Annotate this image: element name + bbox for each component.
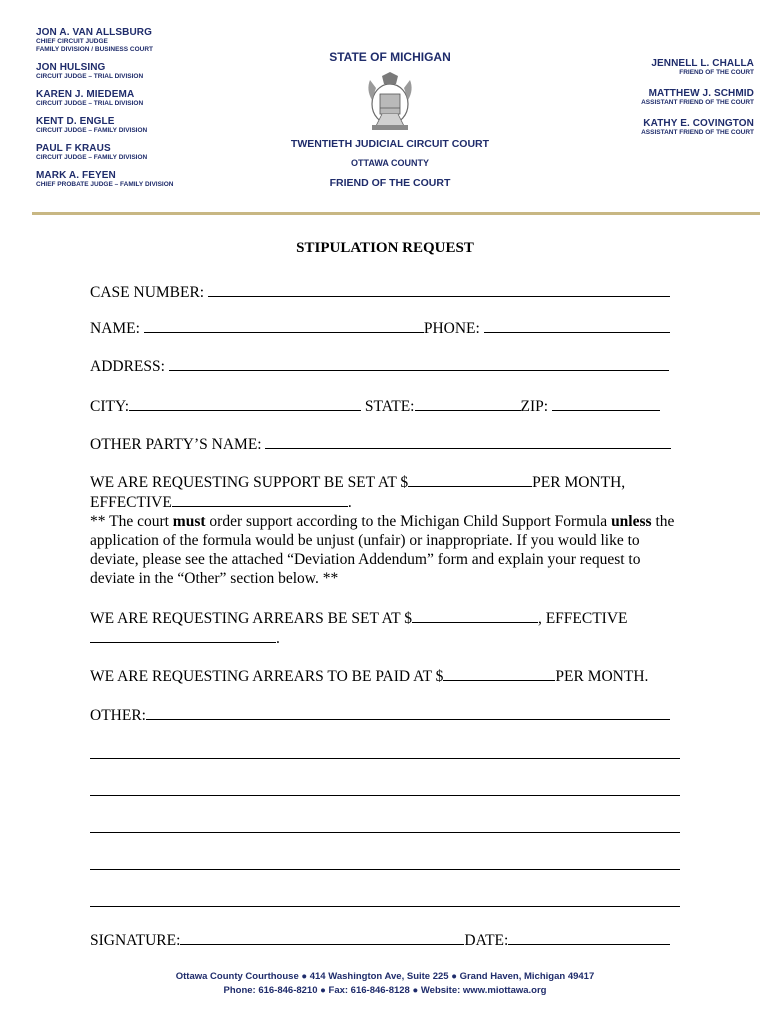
city-label: CITY: — [90, 398, 130, 415]
state-field[interactable] — [415, 396, 521, 411]
officer-title: ASSISTANT FRIEND OF THE COURT — [641, 129, 754, 136]
judge-title: CHIEF PROBATE JUDGE – FAMILY DIVISION — [36, 181, 174, 188]
date-field[interactable] — [508, 930, 670, 945]
form-title: STIPULATION REQUEST — [296, 240, 474, 256]
support-effective-field[interactable] — [172, 492, 348, 507]
notice-text: ** The court — [90, 513, 173, 530]
notice-text: order support according to the Michigan Child Support Formula — [205, 513, 608, 530]
other-party-row — [90, 434, 671, 454]
address-field[interactable] — [169, 356, 669, 371]
city-field[interactable] — [129, 396, 361, 411]
arrears-per-month-label: PER MONTH. — [555, 668, 649, 685]
signature-field[interactable] — [180, 930, 464, 945]
signature-label: SIGNATURE: — [90, 932, 181, 949]
michigan-seal-icon — [362, 70, 418, 132]
arrears-effective-label: , EFFECTIVE — [537, 610, 628, 627]
address-label: ADDRESS: — [90, 358, 165, 375]
per-month-label: PER MONTH, — [532, 474, 626, 491]
zip-field[interactable] — [552, 396, 660, 411]
support-effective-row: EFFECTIVE . — [90, 494, 352, 511]
judge-title: CHIEF CIRCUIT JUDGE — [36, 38, 108, 45]
state-name: STATE OF MICHIGAN — [329, 50, 451, 64]
judge-entry — [36, 143, 256, 162]
other-party-label: OTHER PARTY’S NAME: — [90, 436, 262, 453]
name-phone-row — [90, 318, 670, 338]
support-row — [90, 472, 625, 492]
officer-name: MATTHEW J. SCHMID — [648, 88, 754, 99]
notice-text: the application of the formula would be unjust (unfair) or inappropriate. If you would like to deviate, please see the attached “Deviation Addendum” form and explain your request to deviate in the “Other” section below. ** — [90, 513, 675, 587]
court-header-center — [280, 50, 500, 189]
judge-name: MARK A. FEYEN — [36, 170, 116, 181]
phone-label: PHONE: — [423, 320, 480, 337]
footer-contact: Phone: 616-846-8210 ● Fax: 616-846-8128 ● Website: www.miottawa.org — [223, 985, 547, 996]
arrears-set-row — [90, 608, 628, 628]
case-number-row — [90, 282, 670, 302]
name-field[interactable] — [144, 318, 424, 333]
case-number-label: CASE NUMBER: — [90, 284, 205, 301]
other-line[interactable] — [90, 906, 680, 907]
officer-entry — [554, 58, 754, 77]
office-name: FRIEND OF THE COURT — [329, 177, 451, 189]
judge-name: JON A. VAN ALLSBURG — [36, 27, 152, 38]
arrears-amount-field[interactable] — [412, 608, 538, 623]
arrears-effective-field[interactable] — [90, 628, 276, 643]
signature-row — [90, 930, 670, 950]
other-line[interactable] — [90, 832, 680, 833]
phone-field[interactable] — [484, 318, 670, 333]
judge-entry — [36, 62, 256, 81]
notice-emphasis: must — [172, 513, 206, 530]
arrears-paid-label: WE ARE REQUESTING ARREARS TO BE PAID AT $ — [90, 668, 444, 685]
case-number-field[interactable] — [208, 282, 670, 297]
court-name: TWENTIETH JUDICIAL CIRCUIT COURT — [290, 138, 490, 150]
arrears-paid-row — [90, 666, 648, 686]
judge-title-line2: FAMILY DIVISION / BUSINESS COURT — [36, 46, 154, 53]
effective-label: EFFECTIVE — [90, 494, 172, 511]
footer — [0, 970, 770, 998]
left-judges-list — [36, 27, 256, 197]
address-row — [90, 356, 669, 376]
officer-name: KATHY E. COVINGTON — [643, 118, 754, 129]
date-label: DATE: — [464, 932, 509, 949]
other-party-field[interactable] — [265, 434, 671, 449]
officer-title: FRIEND OF THE COURT — [679, 69, 754, 76]
judge-title: CIRCUIT JUDGE – TRIAL DIVISION — [36, 73, 144, 80]
state-label: STATE: — [364, 398, 415, 415]
judge-name: KENT D. ENGLE — [36, 116, 115, 127]
support-dollars-field[interactable] — [408, 472, 484, 487]
notice-emphasis: unless — [611, 513, 652, 530]
other-line[interactable] — [90, 795, 680, 796]
header-divider — [32, 212, 760, 215]
arrears-effective-row: . — [90, 628, 280, 648]
officer-entry — [554, 88, 754, 107]
name-label: NAME: — [90, 320, 140, 337]
judge-title: CIRCUIT JUDGE – TRIAL DIVISION — [36, 100, 144, 107]
judge-entry — [36, 170, 256, 189]
county-name: OTTAWA COUNTY — [351, 158, 429, 168]
support-label: WE ARE REQUESTING SUPPORT BE SET AT $ — [90, 474, 409, 491]
letterhead — [0, 0, 770, 220]
officer-name: JENNELL L. CHALLA — [651, 58, 754, 69]
other-field[interactable] — [146, 705, 670, 720]
judge-entry — [36, 89, 256, 108]
other-label: OTHER: — [90, 707, 146, 724]
officer-title: ASSISTANT FRIEND OF THE COURT — [641, 99, 754, 106]
zip-label: ZIP: — [520, 398, 549, 415]
judge-name: JON HULSING — [36, 62, 106, 73]
judge-entry — [36, 27, 256, 54]
arrears-paid-field[interactable] — [443, 666, 555, 681]
other-row — [90, 705, 670, 725]
city-state-zip-row — [90, 396, 660, 416]
judge-entry — [36, 116, 256, 135]
arrears-set-label: WE ARE REQUESTING ARREARS BE SET AT $ — [90, 610, 412, 627]
formula-notice — [90, 512, 680, 588]
support-cents-field[interactable] — [484, 472, 532, 487]
judge-name: KAREN J. MIEDEMA — [36, 89, 135, 100]
right-officers-list — [554, 58, 754, 148]
footer-address: Ottawa County Courthouse ● 414 Washington Ave, Suite 225 ● Grand Haven, Michigan 49417 — [175, 971, 595, 982]
other-line[interactable] — [90, 758, 680, 759]
judge-name: PAUL F KRAUS — [36, 143, 111, 154]
other-line[interactable] — [90, 869, 680, 870]
officer-entry — [554, 118, 754, 137]
judge-title: CIRCUIT JUDGE – FAMILY DIVISION — [36, 127, 148, 134]
judge-title: CIRCUIT JUDGE – FAMILY DIVISION — [36, 154, 148, 161]
